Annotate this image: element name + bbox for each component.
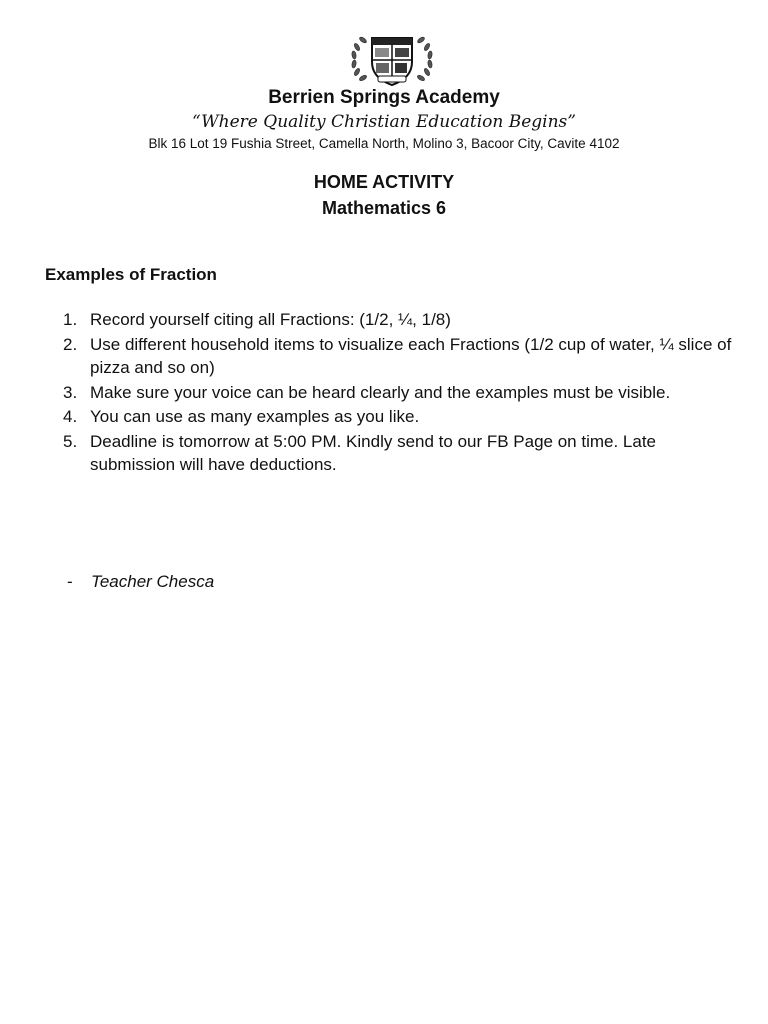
school-crest-icon bbox=[348, 32, 436, 88]
instructions-list bbox=[63, 308, 733, 478]
list-item-number: 4. bbox=[63, 407, 78, 426]
signature-name: Teacher Chesca bbox=[91, 572, 215, 591]
list-item bbox=[63, 308, 733, 332]
list-item-text: Deadline is tomorrow at 5:00 PM. Kindly send to our FB Page on time. Late submission will have deductions. bbox=[90, 431, 657, 474]
list-item bbox=[63, 430, 733, 477]
signature bbox=[67, 570, 214, 593]
list-item bbox=[63, 333, 733, 380]
list-item bbox=[63, 405, 733, 429]
list-item-text: Record yourself citing all Fractions: (1/2, ¼, 1/8) bbox=[90, 310, 451, 329]
school-address: Blk 16 Lot 19 Fushia Street, Camella North, Molino 3, Bacoor City, Cavite 4102 bbox=[148, 136, 620, 151]
list-item-text: Use different household items to visualize each Fractions (1/2 cup of water, ¼ slice of pizza and so on) bbox=[90, 334, 732, 377]
list-item bbox=[63, 381, 733, 405]
subject-title: Mathematics 6 bbox=[321, 198, 447, 218]
list-item-text: Make sure your voice can be heard clearly and the examples must be visible. bbox=[90, 382, 671, 402]
school-motto: “Where Quality Christian Education Begins” bbox=[192, 112, 576, 132]
list-item-number: 5. bbox=[63, 431, 78, 451]
signature-dash: - bbox=[67, 572, 73, 591]
list-item-number: 3. bbox=[63, 382, 78, 402]
list-item-text: You can use as many examples as you like. bbox=[90, 407, 420, 426]
section-heading: Examples of Fraction bbox=[45, 265, 217, 284]
list-item-number: 2. bbox=[63, 334, 78, 354]
activity-title: HOME ACTIVITY bbox=[313, 172, 455, 192]
school-name: Berrien Springs Academy bbox=[268, 87, 500, 108]
list-item-number: 1. bbox=[63, 310, 78, 329]
